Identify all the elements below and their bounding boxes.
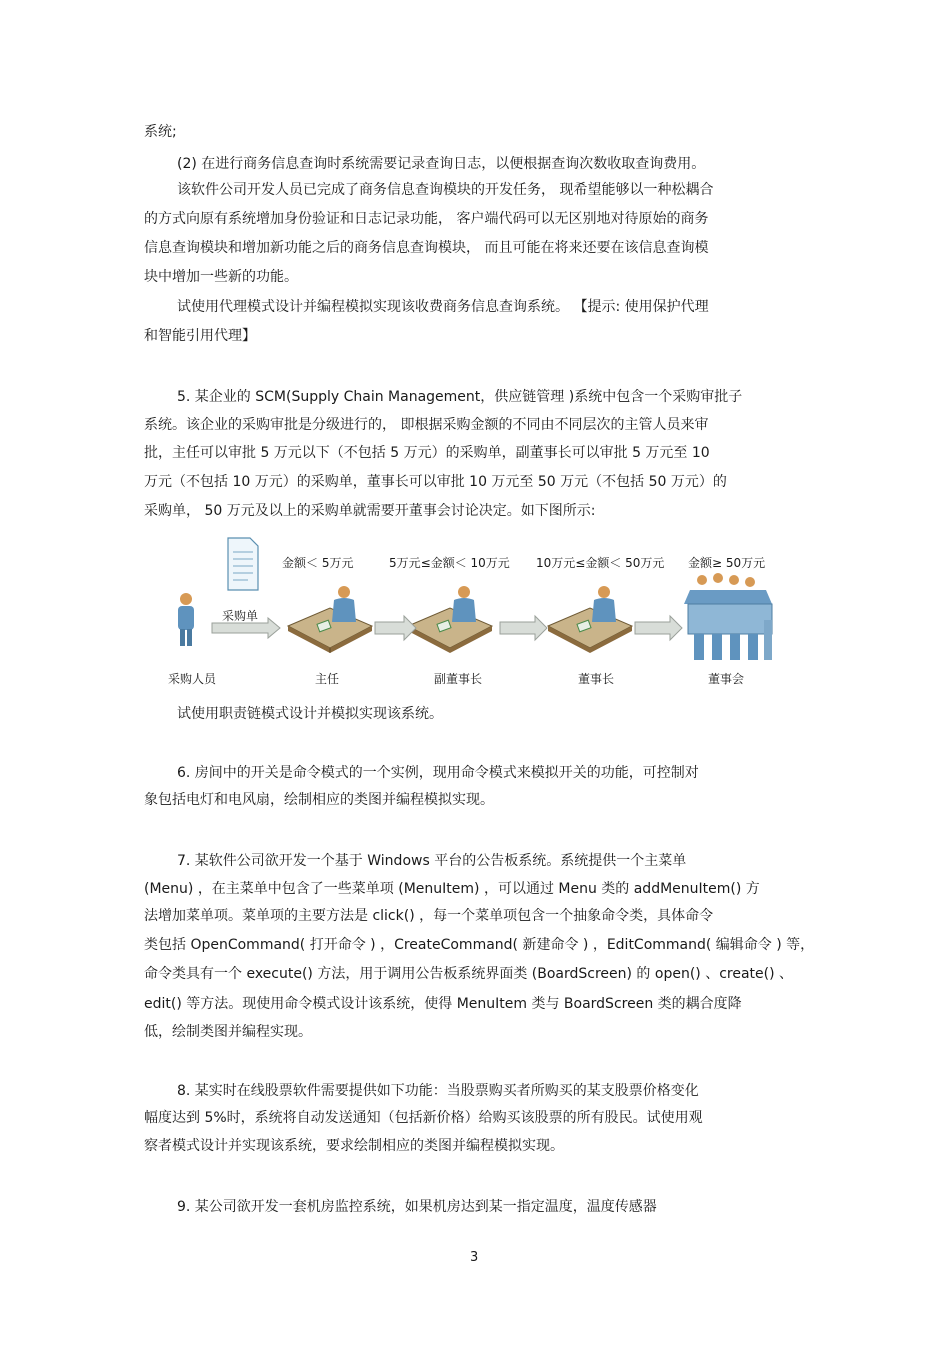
director-desk-icon <box>288 586 372 653</box>
arrow-label-purchase-order: 采购单 <box>222 609 259 623</box>
question-7-line: 7. 某软件公司欲开发一个基于 Windows 平台的公告板系统。系统提供一个主菜单 <box>177 853 687 869</box>
text-line: 法增加菜单项。菜单项的主要方法是 click() ，每一个菜单项包含一个抽象命令类，具体命令 <box>144 908 714 924</box>
text-line: 试使用代理模式设计并编程模拟实现该收费商务信息查询系统。 【提示: 使用保护代理 <box>177 299 709 315</box>
question-8-line: 8. 某实时在线股票软件需要提供如下功能：当股票购买者所购买的某支股票价格变化 <box>177 1083 699 1099</box>
text-line: 批，主任可以审批 5 万元以下（不包括 5 万元）的采购单，副董事长可以审批 5 万元至 10 <box>144 445 710 461</box>
text-line: 试使用职责链模式设计并模拟实现该系统。 <box>177 706 443 722</box>
document-icon <box>228 538 258 590</box>
approval-chain-diagram <box>160 532 790 692</box>
text-line: 低，绘制类图并编程实现。 <box>144 1024 312 1040</box>
role-label-director: 主任 <box>315 672 340 686</box>
text-line: 块中增加一些新的功能。 <box>144 269 298 285</box>
text-line: 采购单， 50 万元及以上的采购单就需要开董事会讨论决定。如下图所示: <box>144 503 596 519</box>
condition-label-board: 金额≥ 50万元 <box>688 556 766 570</box>
text-line: 类包括 OpenCommand( 打开命令 ) ，CreateCommand( 新建命令 ) ，EditCommand( 编辑命令 ) 等， <box>144 937 815 953</box>
question-5-line: 5. 某企业的 SCM(Supply Chain Management，供应链管理 )系统中包含一个采购审批子 <box>177 389 743 405</box>
role-label-board: 董事会 <box>708 672 745 686</box>
arrow-icon <box>635 616 682 640</box>
text-line: 万元（不包括 10 万元）的采购单，董事长可以审批 10 万元至 50 万元（不包括 50 万元）的 <box>144 474 727 490</box>
purchaser-icon <box>178 593 194 646</box>
text-line: 信息查询模块和增加新功能之后的商务信息查询模块， 而且可能在将来还要在该信息查询模 <box>144 240 709 256</box>
text-line: 命令类具有一个 execute() 方法，用于调用公告板系统界面类 (BoardScreen) 的 open() 、create() 、 <box>144 966 794 982</box>
question-6-line: 6. 房间中的开关是命令模式的一个实例，现用命令模式来模拟开关的功能，可控制对 <box>177 765 699 781</box>
text-line: 察者模式设计并实现该系统，要求绘制相应的类图并编程模拟实现。 <box>144 1138 564 1154</box>
role-label-chairman: 董事长 <box>578 672 615 686</box>
text-line: edit() 等方法。现使用命令模式设计该系统，使得 MenuItem 类与 BoardScreen 类的耦合度降 <box>144 996 742 1012</box>
text-line: 幅度达到 5%时，系统将自动发送通知（包括新价格）给购买该股票的所有股民。试使用观 <box>144 1110 703 1126</box>
chairman-desk-icon <box>548 586 632 653</box>
text-line: (Menu) ，在主菜单中包含了一些菜单项 (MenuItem) ，可以通过 Menu 类的 addMenuItem() 方 <box>144 881 760 897</box>
text-line: 象包括电灯和电风扇，绘制相应的类图并编程模拟实现。 <box>144 792 494 808</box>
page-number: 3 <box>470 1250 479 1265</box>
arrow-icon <box>375 616 416 640</box>
text-line: 系统; <box>144 124 177 140</box>
text-line: 和智能引用代理】 <box>144 328 256 344</box>
condition-label-chairman: 10万元≤金额＜ 50万元 <box>536 556 665 570</box>
text-line: (2) 在进行商务信息查询时系统需要记录查询日志，以便根据查询次数收取查询费用。 <box>177 156 706 172</box>
board-meeting-icon <box>684 573 772 660</box>
text-line: 的方式向原有系统增加身份验证和日志记录功能， 客户端代码可以无区别地对待原始的商务 <box>144 211 709 227</box>
text-line: 该软件公司开发人员已完成了商务信息查询模块的开发任务， 现希望能够以一种松耦合 <box>177 182 714 198</box>
text-line: 系统。该企业的采购审批是分级进行的， 即根据采购金额的不同由不同层次的主管人员来审 <box>144 417 709 433</box>
arrow-icon <box>500 616 547 640</box>
question-9-line: 9. 某公司欲开发一套机房监控系统，如果机房达到某一指定温度，温度传感器 <box>177 1199 657 1215</box>
role-label-vice-chairman: 副董事长 <box>434 672 483 686</box>
condition-label-director: 金额＜ 5万元 <box>282 556 354 570</box>
vice-chairman-desk-icon <box>408 586 492 653</box>
role-label-purchaser: 采购人员 <box>168 672 217 686</box>
condition-label-vice-chairman: 5万元≤金额＜ 10万元 <box>389 556 510 570</box>
